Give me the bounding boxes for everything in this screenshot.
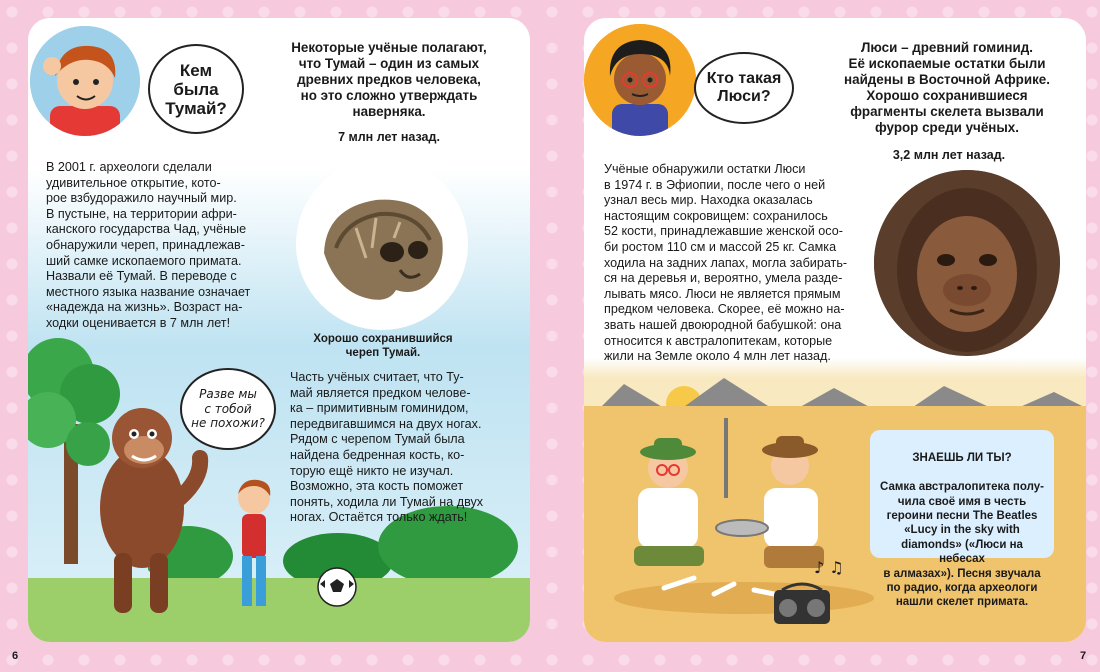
question-bubble [148, 44, 244, 134]
skull-caption: Хорошо сохранившийся череп Тумай. [313, 333, 453, 359]
lucy-reconstruction-image [874, 170, 1060, 356]
music-notes-icon: ♪ ♫ [814, 558, 844, 577]
question-text: Кем была Тумай? [165, 60, 227, 118]
intro-text-right: Люси – древний гоминид. Её ископаемые остатки были найдены в Восточной Африке. Хорошо сохранившиеся фрагменты скелета вызвали фурор среди учёных. [844, 40, 1050, 135]
date-label: 7 млн лет назад. [338, 130, 440, 144]
skull-image [296, 158, 468, 330]
paragraph-1: В 2001 г. археологи сделали удивительное открытие, кото- рое взбудоражило научный мир. В пустыне, на территории афри- канского государства Чад, учёные обнаружили череп, принадлежав- ший самке ископаемого примата. Назвали её Тумай. В переводе с местного языка название означает «надежда на жизнь». Возраст на- ходки оценивается в 7 млн лет! [46, 160, 251, 330]
football-illustration [316, 566, 358, 608]
question-bubble-right [694, 52, 794, 124]
right-page-number: 7 [1080, 650, 1087, 662]
did-you-know-text: Самка австралопитека полу- чила своё имя в честь героини песни The Beatles «Lucy in the sky with diamonds» («Люси на небесах в алмазах»). Песня звучала по радио, когда археологи нашли скелет примата. [880, 481, 1044, 609]
radio-icon [772, 578, 832, 626]
intro-text: Некоторые учёные полагают, что Тумай – один из самых древних предков человека, но это сложно утверждать наверняка. [291, 40, 487, 119]
paragraph-2: Часть учёных считает, что Ту- май является предком челове- ка – примитивным гоминидом, передвигавшимся на двух ногах. Рядом с черепом Тумай была найдена бедренная кость, ко- торую ещё никто не изучал. Возможно, эта кость поможет понять, ходила ли Тумай на двух ногах. Остаётся только ждать! [290, 370, 484, 525]
girl-avatar [584, 24, 696, 136]
boy-avatar [30, 26, 140, 136]
speech-bubble [180, 368, 276, 450]
did-you-know-title: ЗНАЕШЬ ЛИ ТЫ? [912, 452, 1012, 465]
right-page [584, 18, 1086, 642]
question-text-right: Кто такая Люси? [706, 70, 782, 105]
boy-character [224, 474, 284, 614]
date-label-right: 3,2 млн лет назад. [892, 148, 1006, 162]
left-page [28, 18, 530, 642]
did-you-know-box [870, 430, 1054, 609]
archaeologists-illustration [604, 418, 874, 618]
left-page-number: 6 [12, 650, 19, 662]
speech-text: Разве мы с тобой не похожи? [191, 387, 265, 431]
paragraph-right: Учёные обнаружили остатки Люси в 1974 г. в Эфиопии, после чего о ней узнал весь мир. Находка оказалась настоящим сокровищем: сохранилось 52 кости, принадлежавшие женской осо- би ростом 110 см и массой 25 кг. Самка ходила на задних лапах, могла забирать- ся на деревья и, вероятно, умела разде- лывать мясо. Люси не является прямым предком человека. Скорее, её можно на- звать нашей двоюродной бабушкой: она относится к австралопитекам, которые жили на Земле около 4 млн лет назад. [604, 162, 848, 364]
